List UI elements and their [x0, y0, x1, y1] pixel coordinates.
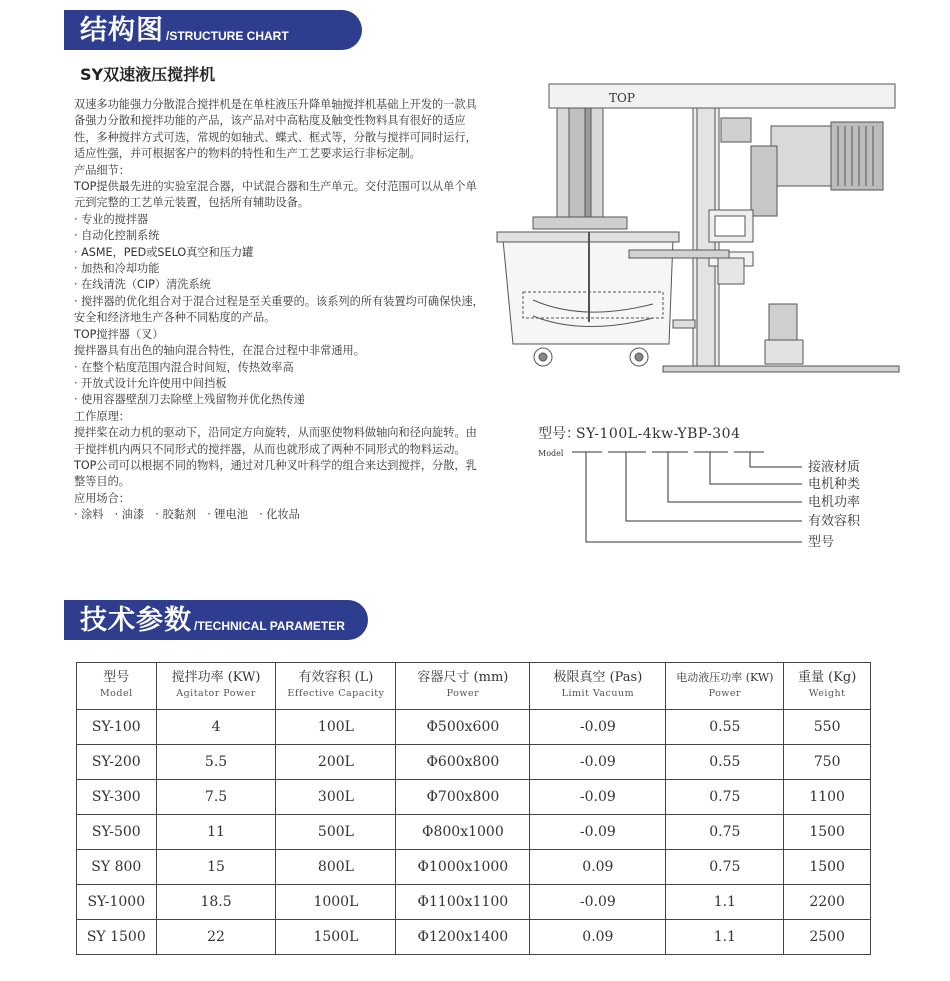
structure-chart-title-zh: 结构图 — [80, 15, 164, 46]
col-model: 型号 Model — [77, 663, 157, 710]
technical-parameter-banner — [68, 600, 368, 640]
col-agitator-power: 搅拌功率 (KW) Agitator Power — [156, 663, 276, 710]
legend-material: 接液材质 — [808, 460, 861, 475]
table-row — [77, 885, 871, 920]
cell-model: SY-500 — [77, 815, 157, 850]
cell-capacity: 500L — [276, 815, 396, 850]
cell-weight: 1500 — [784, 815, 871, 850]
cell-model: SY 1500 — [77, 920, 157, 955]
desc-bullet: · 搅拌器的优化组合对于混合过程是至关重要的。该系列的所有装置均可确保快速，安全和经济地生产各种不同粘度的产品。 — [74, 294, 484, 325]
structure-chart-banner — [68, 10, 362, 50]
cell-weight: 550 — [784, 710, 871, 745]
cell-limit-vacuum: -0.09 — [530, 885, 666, 920]
table-row — [77, 815, 871, 850]
cell-agitator-power: 4 — [156, 710, 276, 745]
cell-capacity: 1000L — [276, 885, 396, 920]
table-row — [77, 920, 871, 955]
cell-hydraulic-power: 0.75 — [666, 780, 784, 815]
model-code-value: SY-100L-4kw-YBP-304 — [576, 426, 741, 442]
model-code-prefix: 型号： — [538, 426, 580, 442]
desc-bullet: · 开放式设计允许使用中间挡板 — [74, 376, 227, 390]
desc-bullet: · 自动化控制系统 — [74, 229, 160, 243]
cell-weight: 1100 — [784, 780, 871, 815]
cell-agitator-power: 15 — [156, 850, 276, 885]
cell-vessel-size: Φ1000x1000 — [396, 850, 530, 885]
product-title: SY双速液压搅拌机 — [80, 65, 216, 84]
desc-paragraph: 双速多功能强力分散混合搅拌机是在单柱液压升降单轴搅拌机基础上开发的一款具备强力分散和搅拌功能的产品，该产品对中高粘度及触变性物料具有很好的适应性，多种搅拌方式可选，常规的如轴式、蝶式、框式等，分散与搅拌可同时运行，适应性强，并可根据客户的物料的特性和生产工艺要求运行非标定制。 — [74, 98, 477, 161]
table-row — [77, 745, 871, 780]
model-code-legend — [538, 420, 878, 560]
legend-motor-type: 电机种类 — [808, 477, 861, 492]
cell-hydraulic-power: 1.1 — [666, 920, 784, 955]
technical-parameter-title-en: /TECHNICAL PARAMETER — [194, 619, 345, 633]
desc-paragraph: · 涂料 · 油漆 · 胶黏剂 · 锂电池 · 化妆品 — [74, 508, 300, 522]
desc-bullet: · ASME，PED或SELO真空和压力罐 — [74, 245, 254, 259]
col-effective-capacity: 有效容积 (L) Effective Capacity — [276, 663, 396, 710]
product-description — [74, 97, 486, 524]
cell-agitator-power: 7.5 — [156, 780, 276, 815]
mixer-structure-diagram — [493, 82, 903, 382]
desc-bullet: · 在整个粘度范围内混合时间短，传热效率高 — [74, 360, 294, 374]
cell-hydraulic-power: 0.75 — [666, 815, 784, 850]
desc-paragraph: TOP提供最先进的实验室混合器，中试混合器和生产单元。交付范围可以从单个单元到完整的工艺单元装置，包括所有辅助设备。 — [74, 180, 477, 210]
cell-limit-vacuum: -0.09 — [530, 780, 666, 815]
cell-limit-vacuum: 0.09 — [530, 850, 666, 885]
technical-parameter-table — [76, 662, 871, 955]
cell-model: SY-300 — [77, 780, 157, 815]
cell-hydraulic-power: 1.1 — [666, 885, 784, 920]
legend-model: 型号 — [808, 535, 835, 550]
cell-vessel-size: Φ500x600 — [396, 710, 530, 745]
cell-hydraulic-power: 0.55 — [666, 745, 784, 780]
top-label: TOP — [609, 91, 635, 105]
desc-bullet: · 使用容器壁刮刀去除壁上残留物并优化热传递 — [74, 393, 305, 407]
cell-capacity: 100L — [276, 710, 396, 745]
cell-weight: 2500 — [784, 920, 871, 955]
cell-capacity: 200L — [276, 745, 396, 780]
machine-base — [663, 366, 899, 372]
desc-paragraph: 应用场合： — [74, 491, 130, 505]
cell-vessel-size: Φ1200x1400 — [396, 920, 530, 955]
structure-chart-title-en: /STRUCTURE CHART — [166, 29, 289, 43]
cell-limit-vacuum: -0.09 — [530, 745, 666, 780]
desc-paragraph: TOP搅拌器（叉） — [74, 327, 164, 341]
hydraulic-pump — [769, 304, 797, 342]
table-row — [77, 780, 871, 815]
cell-vessel-size: Φ800x1000 — [396, 815, 530, 850]
cell-capacity: 800L — [276, 850, 396, 885]
col-weight: 重量 (Kg) Weight — [784, 663, 871, 710]
desc-paragraph: 搅拌桨在动力机的驱动下，沿同定方向旋转，从而驱使物料做轴向和径向旋转。由于搅拌机内两只不同形式的搅拌器，从而也就形成了两种不同形式的物料运动。TOP公司可以根据不同的物料，通过对几种叉叶科学的组合来达到搅拌，分散，乳整等目的。 — [74, 426, 477, 489]
legend-motor-power: 电机功率 — [808, 495, 861, 510]
desc-paragraph: 搅拌器具有出色的轴向混合特性，在混合过程中非常通用。 — [74, 344, 365, 358]
cell-agitator-power: 11 — [156, 815, 276, 850]
cell-agitator-power: 18.5 — [156, 885, 276, 920]
col-vessel-size: 容器尺寸 (mm) Power — [396, 663, 530, 710]
legend-capacity: 有效容积 — [808, 514, 861, 529]
cell-weight: 1500 — [784, 850, 871, 885]
col-limit-vacuum: 极限真空 (Pas) Limit Vacuum — [530, 663, 666, 710]
cell-model: SY-100 — [77, 710, 157, 745]
desc-bullet: · 加热和冷却功能 — [74, 262, 160, 276]
cell-capacity: 1500L — [276, 920, 396, 955]
cell-vessel-size: Φ1100x1100 — [396, 885, 530, 920]
cell-weight: 750 — [784, 745, 871, 780]
cell-hydraulic-power: 0.75 — [666, 850, 784, 885]
table-header-row — [77, 663, 871, 710]
cell-limit-vacuum: -0.09 — [530, 815, 666, 850]
table-row — [77, 710, 871, 745]
table-row — [77, 850, 871, 885]
cell-hydraulic-power: 0.55 — [666, 710, 784, 745]
cell-vessel-size: Φ700x800 — [396, 780, 530, 815]
col-hydraulic-power: 电动液压功率 (KW) Power — [666, 663, 784, 710]
cell-agitator-power: 5.5 — [156, 745, 276, 780]
desc-paragraph: 产品细节： — [74, 163, 130, 177]
desc-paragraph: 工作原理： — [74, 409, 130, 423]
cell-model: SY-200 — [77, 745, 157, 780]
model-code-sub-label: Model — [538, 449, 564, 458]
cell-agitator-power: 22 — [156, 920, 276, 955]
cell-model: SY 800 — [77, 850, 157, 885]
technical-parameter-title-zh: 技术参数 — [80, 605, 192, 636]
cell-limit-vacuum: -0.09 — [530, 710, 666, 745]
desc-bullet: · 专业的搅拌器 — [74, 212, 149, 226]
top-beam — [549, 84, 895, 108]
cell-model: SY-1000 — [77, 885, 157, 920]
cell-capacity: 300L — [276, 780, 396, 815]
cell-vessel-size: Φ600x800 — [396, 745, 530, 780]
cell-weight: 2200 — [784, 885, 871, 920]
cell-limit-vacuum: 0.09 — [530, 920, 666, 955]
desc-bullet: · 在线清洗（CIP）清洗系统 — [74, 278, 211, 292]
